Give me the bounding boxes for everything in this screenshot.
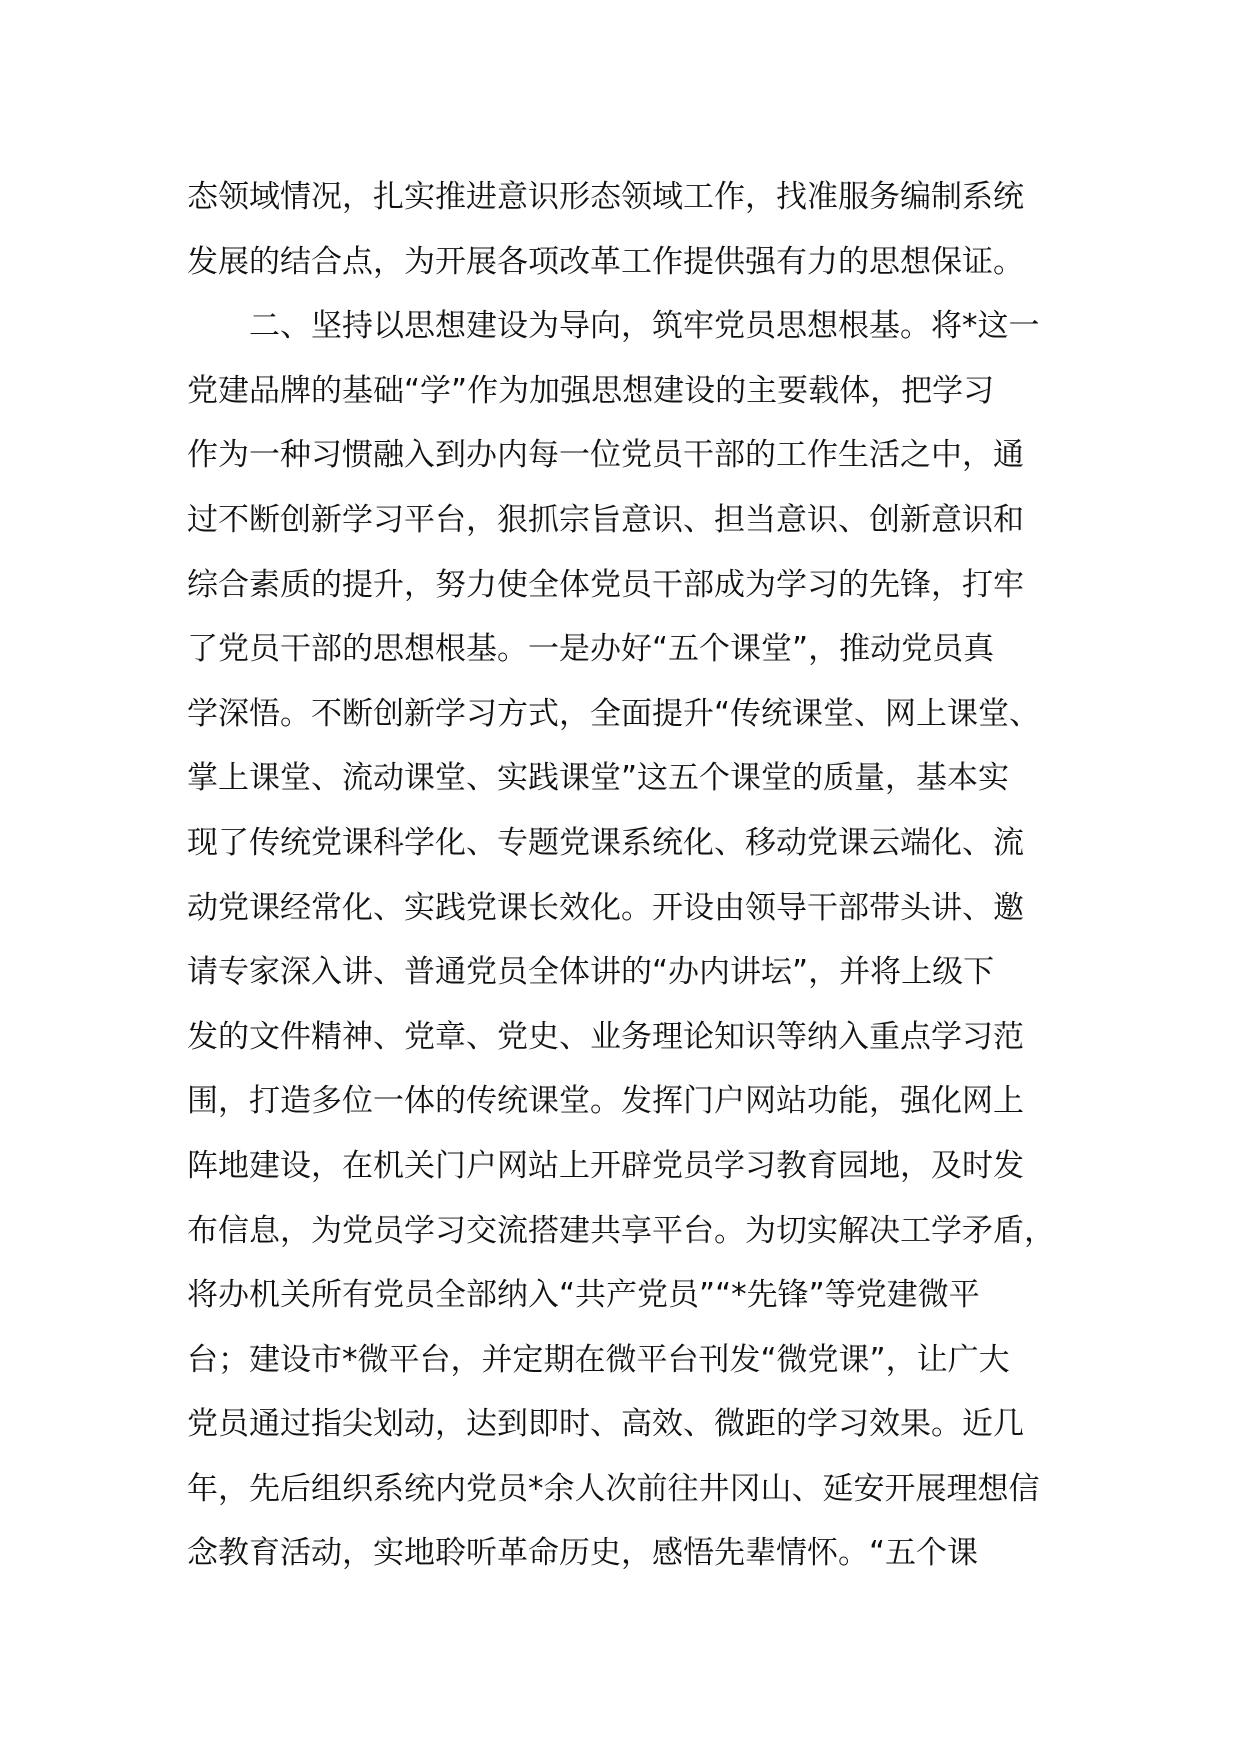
text-line: 党建品牌的基础“学”作为加强思想建设的主要载体，把学习: [187, 372, 995, 409]
text-line: 过不断创新学习平台，狠抓宗旨意识、担当意识、创新意识和: [187, 501, 1024, 538]
paragraph-heading-line: 二、坚持以思想建设为导向，筑牢党员思想根基。将*这一: [249, 308, 1040, 345]
text-line: 布信息，为党员学习交流搭建共享平台。为切实解决工学矛盾，: [187, 1212, 1055, 1249]
text-line: 党员通过指尖划动，达到即时、高效、微距的学习效果。近几: [187, 1406, 1024, 1443]
text-line: 台；建设市*微平台，并定期在微平台刊发“微党课”，让广大: [187, 1341, 1010, 1378]
text-line: 发的文件精神、党章、党史、业务理论知识等纳入重点学习范: [187, 1018, 1024, 1055]
text-line: 请专家深入讲、普通党员全体讲的“办内讲坛”，并将上级下: [187, 954, 995, 991]
body-text: [187, 165, 1067, 1586]
text-line: 作为一种习惯融入到办内每一位党员干部的工作生活之中，通: [187, 437, 1024, 474]
text-line: 发展的结合点，为开展各项改革工作提供强有力的思想保证。: [187, 243, 1024, 280]
text-line: 阵地建设，在机关门户网站上开辟党员学习教育园地，及时发: [187, 1147, 1024, 1184]
text-line: 念教育活动，实地聆听革命历史，感悟先辈情怀。“五个课: [187, 1535, 979, 1572]
text-line: 学深悟。不断创新学习方式，全面提升“传统课堂、网上课堂、: [187, 695, 1041, 732]
text-line: 态领域情况，扎实推进意识形态领域工作，找准服务编制系统: [187, 179, 1024, 215]
text-line: 综合素质的提升，努力使全体党员干部成为学习的先锋，打牢: [187, 566, 1024, 603]
text-line: 围，打造多位一体的传统课堂。发挥门户网站功能，强化网上: [187, 1083, 1024, 1120]
text-line: 掌上课堂、流动课堂、实践课堂”这五个课堂的质量，基本实: [187, 760, 1010, 797]
text-line: 将办机关所有党员全部纳入“共产党员”“*先锋”等党建微平: [187, 1277, 980, 1314]
text-line: 现了传统党课科学化、专题党课系统化、移动党课云端化、流: [187, 824, 1024, 861]
text-line: 动党课经常化、实践党课长效化。开设由领导干部带头讲、邀: [187, 889, 1024, 926]
text-line: 了党员干部的思想根基。一是办好“五个课堂”，推动党员真: [187, 631, 995, 668]
text-line: 年，先后组织系统内党员*余人次前往井冈山、延安开展理想信: [187, 1470, 1040, 1507]
